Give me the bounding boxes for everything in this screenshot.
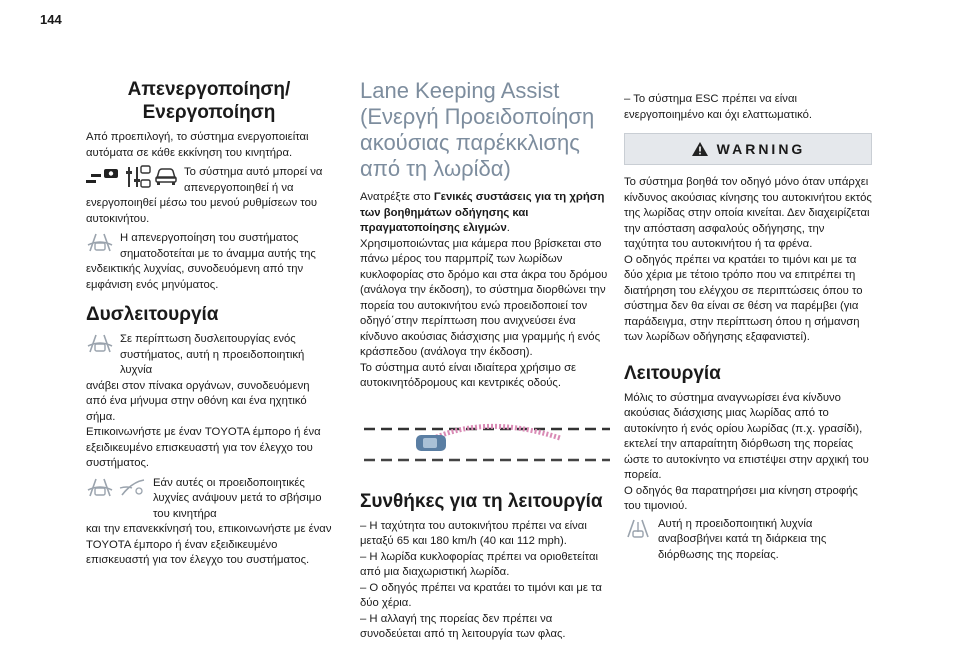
paragraph-settings-first: Το σύστημα αυτό μπορεί να απενεργοποιηθεί ή να — [184, 166, 323, 194]
icon-group-settings — [86, 165, 178, 189]
paragraph-restart-first: Εάν αυτές οι προειδοποιητικές λυχνίες ανάψουν μετά το σβήσιμο του κινητήρα — [153, 476, 322, 520]
section-heading-conditions: Συνθήκες για τη λειτουργία — [360, 490, 603, 512]
car-icon — [154, 165, 178, 189]
paragraph-flash-light: Αυτή η προειδοποιητική λυχνία αναβοσβήνει κατά τη διάρκεια της διόρθωσης της πορείας. — [658, 517, 827, 561]
warning-paragraph-1: Το σύστημα βοηθά τον οδηγό μόνο όταν υπάρχει κίνδυνος ακούσιας κίνησης του αυτοκινήτου εκτός της λωρίδας στην οποία κινείται. Δεν διαχειρίζεται την απόσταση ασφαλούς οδήγησης, την ταχύτητα του αυτοκινήτου ή τα φρένα. — [624, 176, 872, 250]
paragraph-malfunction-first: Σε περίπτωση δυσλειτουργίας ενός συστήματος, αυτή η προειδοποιητική λυχνία — [120, 333, 305, 376]
lane-assist-illustration — [360, 404, 612, 478]
column-deactivation — [86, 78, 332, 569]
paragraph-restart-rest: και την επανεκκίνησή του, επικοινωνήστε με έναν TOYOTA έμπορο ή έναν εξειδικευμένο επισκευαστή για τον έλεγχο του συστήματος. — [86, 523, 332, 566]
list-item-indicators: – Η αλλαγή της πορείας δεν πρέπει να συνοδεύεται από τη λειτουργία των φλας. — [360, 612, 566, 640]
section-heading-malfunction: Δυσλειτουργία — [86, 304, 219, 325]
page-number: 144 — [40, 12, 62, 27]
section-heading-operation: Λειτουργία — [624, 362, 721, 384]
lane-warning-light-icon — [86, 476, 114, 498]
section-title-lane-keeping-assist: Lane Keeping Assist (Ενεργή Προειδοποίηση ακούσιας παρέκκλισης από τη λωρίδα) — [360, 78, 595, 181]
column-warning-operation — [624, 92, 872, 563]
reference-tail: . — [506, 222, 510, 234]
list-item-esc: – Το σύστημα ESC πρέπει να είναι ενεργοποιημένο και όχι ελαττωματικό. — [624, 93, 813, 121]
paragraph-camera: Χρησιμοποιώντας μια κάμερα που βρίσκεται στο πάνω μέρος του παρμπρίζ των λωρίδων κυκλοφορίας στο δρόμο και στα άκρα του δρόμου (ανάλογα την έκδοση), το σύστημα διορθώνει την πορεία του αυτοκινήτου ενώ προειδοποιεί τον οδηγό΄στην περίπτωση που ανιχνεύσει ένα κίνδυνο ακούσιας διάσχισης μια γραμμής ή ενός κράσπεδου (ανάλογα την έκδοση). — [360, 237, 608, 358]
paragraph-correction: Μόλις το σύστημα αναγνωρίσει ένα κίνδυνο ακούσιας διάσχισης μιας λωρίδας από το αυτοκίνητο ή ενός ορίου λωρίδας (π.χ. γρασίδι), εκτελεί την απαραίτητη διόρθωση της πορείας ώστε το αυτοκίνητο να επιστέψει στην αρχική του πορεία. — [624, 391, 869, 481]
lane-assist-flash-icon — [624, 517, 652, 539]
paragraph-deactivation-first: Η απενεργοποίηση του συστήματος σηματοδοτείται με το άναμμα αυτής της — [120, 232, 316, 260]
section-heading-deactivation: Απενεργοποίηση/ Ενεργοποίηση — [127, 79, 291, 123]
car-top-view — [416, 435, 446, 451]
warning-banner — [624, 133, 872, 165]
column-lane-keeping — [360, 78, 612, 643]
lane-warning-light-icon — [86, 231, 114, 253]
paragraph-deactivation-rest: ενδεικτικής λυχνίας, συνοδευόμενη από την εμφάνιση ενός μηνύματος. — [86, 263, 304, 291]
reference-lead: Ανατρέξτε στο — [360, 191, 434, 203]
paragraph-usefulness: Το σύστημα αυτό είναι ιδιαίτερα χρήσιμο σε αυτοκινητόδρομους και κεντρικές οδούς. — [360, 361, 577, 389]
warning-triangle-icon — [691, 141, 709, 157]
list-item-lane-marking: – Η λωρίδα κυκλοφορίας πρέπει να οριοθετείται από μια διαχωριστική λωρίδα. — [360, 550, 599, 578]
warning-title: WARNING — [716, 141, 806, 157]
settings-menu-icon — [125, 165, 151, 189]
steering-lane-icon — [117, 476, 147, 498]
paragraph-steering-movement: Ο οδηγός θα παρατηρήσει μια κίνηση στροφής του τιμονιού. — [624, 484, 858, 512]
lane-fault-light-icon — [86, 332, 114, 354]
warning-paragraph-2: Ο οδηγός πρέπει να κρατάει το τιμόνι και με τα δύο χέρια με τέτοιο τρόπο που να επιτρέπει τη διατήρηση του ελέγχου σε περιπτώσεις όπου το σύστημα δεν θα είναι σε θέση να παρέμβει (για παράδειγμα, στην περίπτωση όπου η σήμανση των λωρίδων οδήγησης εξαφανιστεί). — [624, 253, 863, 343]
list-item-hands: – Ο οδηγός πρέπει να κρατάει το τιμόνι και με τα δύο χέρια. — [360, 581, 602, 609]
list-item-speed: – Η ταχύτητα του αυτοκινήτου πρέπει να είναι μεταξύ 65 και 180 km/h (40 και 112 mph). — [360, 519, 587, 547]
paragraph-default: Από προεπιλογή, το σύστημα ενεργοποιείται αυτόματα σε κάθε εκκίνηση του κινητήρα. — [86, 131, 309, 159]
paragraph-reference — [360, 190, 612, 237]
paragraph-contact-dealer: Επικοινωνήστε με έναν TOYOTA έμπορο ή ένα εξειδικευμένο επισκευαστή για τον έλεγχο του συστήματος. — [86, 426, 321, 469]
paragraph-settings-rest: ενεργοποιηθεί μέσω του μενού ρυθμίσεων του αυτοκινήτου. — [86, 197, 318, 225]
paragraph-malfunction-rest: ανάβει στον πίνακα οργάνων, συνοδευόμενη από ένα μήνυμα στην οθόνη και ένα ηχητικό σήμα. — [86, 379, 310, 423]
reference-link-text: Γενικές συστάσεις για τη χρήση των βοηθημάτων οδήγησης και πραγματοποίησης ελιγμών — [360, 191, 605, 234]
lane-camera-icon — [86, 165, 122, 189]
